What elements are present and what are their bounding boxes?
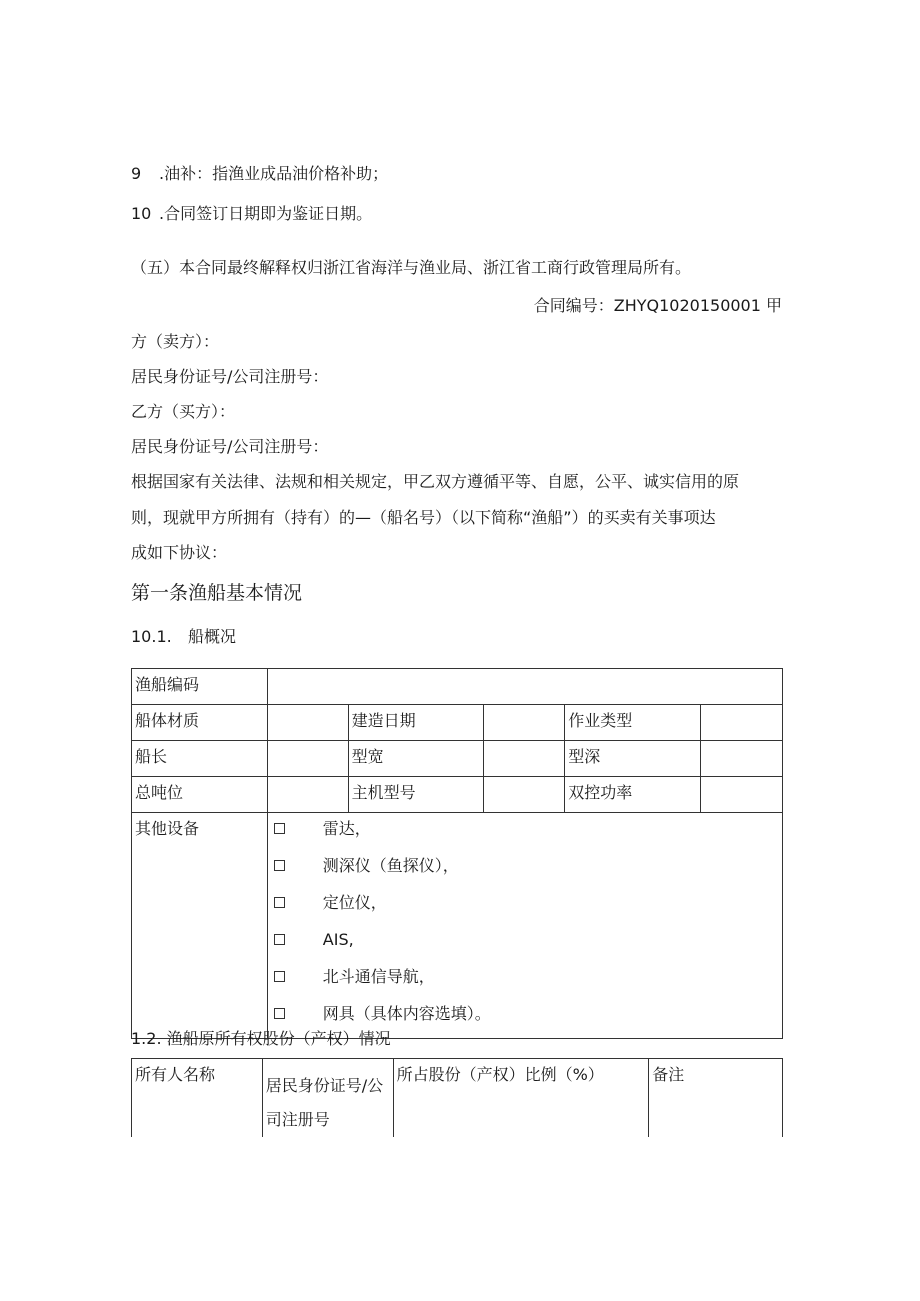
table-cell-value	[267, 777, 348, 813]
table-cell-label: 船体材质	[132, 705, 268, 741]
definition-9: 9 .油补：指渔业成品油价格补助；	[131, 164, 389, 183]
checkbox-icon[interactable]	[274, 860, 285, 871]
preamble-line-1: 根据国家有关法律、法规和相关规定，甲乙双方遵循平等、自愿，公平、诚实信用的原	[131, 472, 740, 491]
table-cell-label: 建造日期	[348, 705, 484, 741]
checkbox-icon[interactable]	[274, 934, 285, 945]
equipment-item: AIS,	[271, 927, 779, 964]
table-cell-label: 型宽	[348, 741, 484, 777]
table-cell-value	[701, 741, 783, 777]
vessel-table	[131, 668, 783, 1039]
preamble-line-3: 成如下协议：	[131, 543, 228, 562]
checkbox-icon[interactable]	[274, 823, 285, 834]
table-cell-value	[701, 777, 783, 813]
equipment-label: 其他设备	[132, 813, 268, 1039]
vessel-code-label: 渔船编码	[132, 669, 268, 705]
table-cell-value	[701, 705, 783, 741]
table-row	[132, 705, 783, 741]
owner-id-header: 居民身份证号/公 司注册号	[262, 1059, 393, 1138]
table-cell-value	[267, 741, 348, 777]
section-10-1: 10.1. 船概况	[131, 627, 237, 646]
table-row	[132, 777, 783, 813]
section-1-2: 1.2. 渔船原所有权股份（产权）情况	[131, 1029, 391, 1048]
equipment-item: 测深仪（鱼探仪），	[271, 853, 779, 890]
checkbox-icon[interactable]	[274, 1008, 285, 1019]
party-b-id: 居民身份证号/公司注册号：	[131, 437, 329, 456]
table-row	[132, 813, 783, 1039]
table-cell-label: 作业类型	[565, 705, 701, 741]
remarks-header: 备注	[649, 1059, 783, 1138]
table-row	[132, 1059, 783, 1138]
table-row	[132, 669, 783, 705]
table-row	[132, 741, 783, 777]
table-cell-label: 双控功率	[565, 777, 701, 813]
checkbox-icon[interactable]	[274, 897, 285, 908]
table-cell-value	[484, 777, 565, 813]
table-cell-label: 船长	[132, 741, 268, 777]
table-cell-value	[484, 741, 565, 777]
ownership-table	[131, 1058, 783, 1137]
checkbox-icon[interactable]	[274, 971, 285, 982]
table-cell-value	[484, 705, 565, 741]
preamble-line-2: 则，现就甲方所拥有（持有）的—（船名号）（以下简称“渔船”）的买卖有关事项达	[131, 508, 716, 527]
article-1-title: 第一条渔船基本情况	[131, 582, 303, 604]
equipment-list	[267, 813, 782, 1039]
contract-number: 合同编号：ZHYQ1020150001 甲	[533, 296, 782, 315]
equipment-item: 北斗通信导航，	[271, 964, 779, 1001]
party-a: 方（卖方）：	[131, 332, 220, 351]
table-cell-label: 型深	[565, 741, 701, 777]
table-cell-label: 主机型号	[348, 777, 484, 813]
share-ratio-header: 所占股份（产权）比例（%）	[393, 1059, 649, 1138]
clause-5: （五）本合同最终解释权归浙江省海洋与渔业局、浙江省工商行政管理局所有。	[131, 258, 692, 277]
equipment-item: 网具（具体内容选填）。	[271, 1001, 779, 1038]
table-cell-label: 总吨位	[132, 777, 268, 813]
equipment-item: 雷达，	[271, 816, 779, 853]
party-a-id: 居民身份证号/公司注册号：	[131, 367, 329, 386]
equipment-item: 定位仪，	[271, 890, 779, 927]
party-b: 乙方（买方）：	[131, 402, 236, 421]
definition-10: 10 .合同签订日期即为鉴证日期。	[131, 204, 373, 223]
owner-name-header: 所有人名称	[132, 1059, 263, 1138]
vessel-code-value	[267, 669, 782, 705]
table-cell-value	[267, 705, 348, 741]
